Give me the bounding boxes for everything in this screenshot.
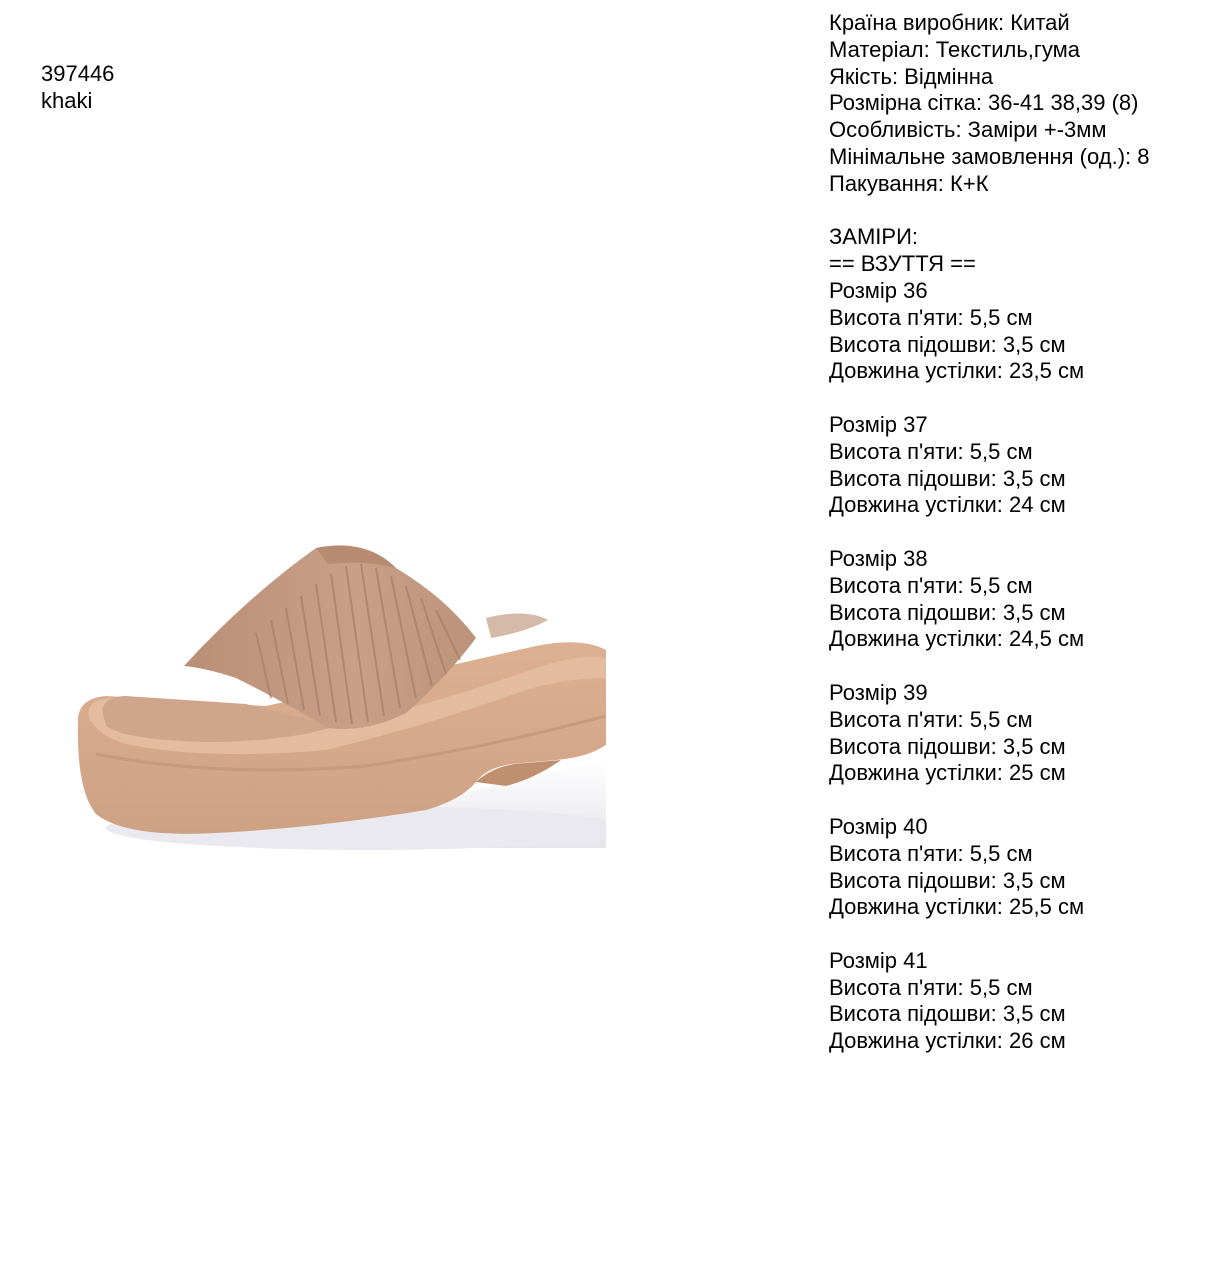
spec-material: Матеріал: Текстиль,гума xyxy=(829,36,1081,62)
spacer xyxy=(829,198,1219,225)
heel-height: Висота п'яти: 5,5 см xyxy=(829,572,1033,598)
spec-country: Країна виробник: Китай xyxy=(829,10,1070,35)
size-group-38 xyxy=(829,546,1219,653)
sole-height: Висота підошви: 3,5 см xyxy=(829,1001,1066,1027)
size-label: Розмір 40 xyxy=(829,813,928,839)
spec-size-grid: Розмірна сітка: 36-41 38,39 (8) xyxy=(829,90,1139,116)
product-specs xyxy=(829,10,1219,1082)
spec-packaging: Пакування: К+К xyxy=(829,170,989,196)
size-label: Розмір 39 xyxy=(829,679,928,705)
sole-height: Висота підошви: 3,5 см xyxy=(829,733,1066,759)
insole-length: Довжина устілки: 26 см xyxy=(829,1028,1066,1054)
size-label: Розмір 37 xyxy=(829,411,928,437)
spec-min-order: Мінімальне замовлення (од.): 8 xyxy=(829,143,1150,169)
heel-height: Висота п'яти: 5,5 см xyxy=(829,706,1033,732)
size-label: Розмір 41 xyxy=(829,947,928,973)
measurements-title: ЗАМІРИ: xyxy=(829,224,918,250)
heel-height: Висота п'яти: 5,5 см xyxy=(829,840,1033,866)
product-code: 397446 xyxy=(41,61,115,86)
size-label: Розмір 36 xyxy=(829,277,928,303)
sole-height: Висота підошви: 3,5 см xyxy=(829,867,1066,893)
insole-length: Довжина устілки: 23,5 см xyxy=(829,358,1085,384)
insole-length: Довжина устілки: 25 см xyxy=(829,760,1066,786)
spec-quality: Якість: Відмінна xyxy=(829,63,994,89)
sandal-image xyxy=(66,528,606,856)
insole-length: Довжина устілки: 24,5 см xyxy=(829,626,1085,652)
size-label: Розмір 38 xyxy=(829,545,928,571)
product-id-block xyxy=(41,60,114,114)
product-photo xyxy=(66,528,606,856)
size-group-40 xyxy=(829,814,1219,921)
sole-height: Висота підошви: 3,5 см xyxy=(829,331,1066,357)
size-group-39 xyxy=(829,680,1219,787)
heel-height: Висота п'яти: 5,5 см xyxy=(829,304,1033,330)
footwear-heading: == ВЗУТТЯ == xyxy=(829,251,976,277)
heel-height: Висота п'яти: 5,5 см xyxy=(829,974,1033,1000)
size-group-37 xyxy=(829,412,1219,519)
spec-feature: Особливість: Заміри +-3мм xyxy=(829,117,1107,143)
sole-height: Висота підошви: 3,5 см xyxy=(829,599,1066,625)
sole-height: Висота підошви: 3,5 см xyxy=(829,465,1066,491)
product-color: khaki xyxy=(41,88,93,113)
insole-length: Довжина устілки: 25,5 см xyxy=(829,894,1085,920)
insole-length: Довжина устілки: 24 см xyxy=(829,492,1066,518)
size-group-41 xyxy=(829,948,1219,1055)
size-group-36 xyxy=(829,278,1219,385)
heel-height: Висота п'яти: 5,5 см xyxy=(829,438,1033,464)
